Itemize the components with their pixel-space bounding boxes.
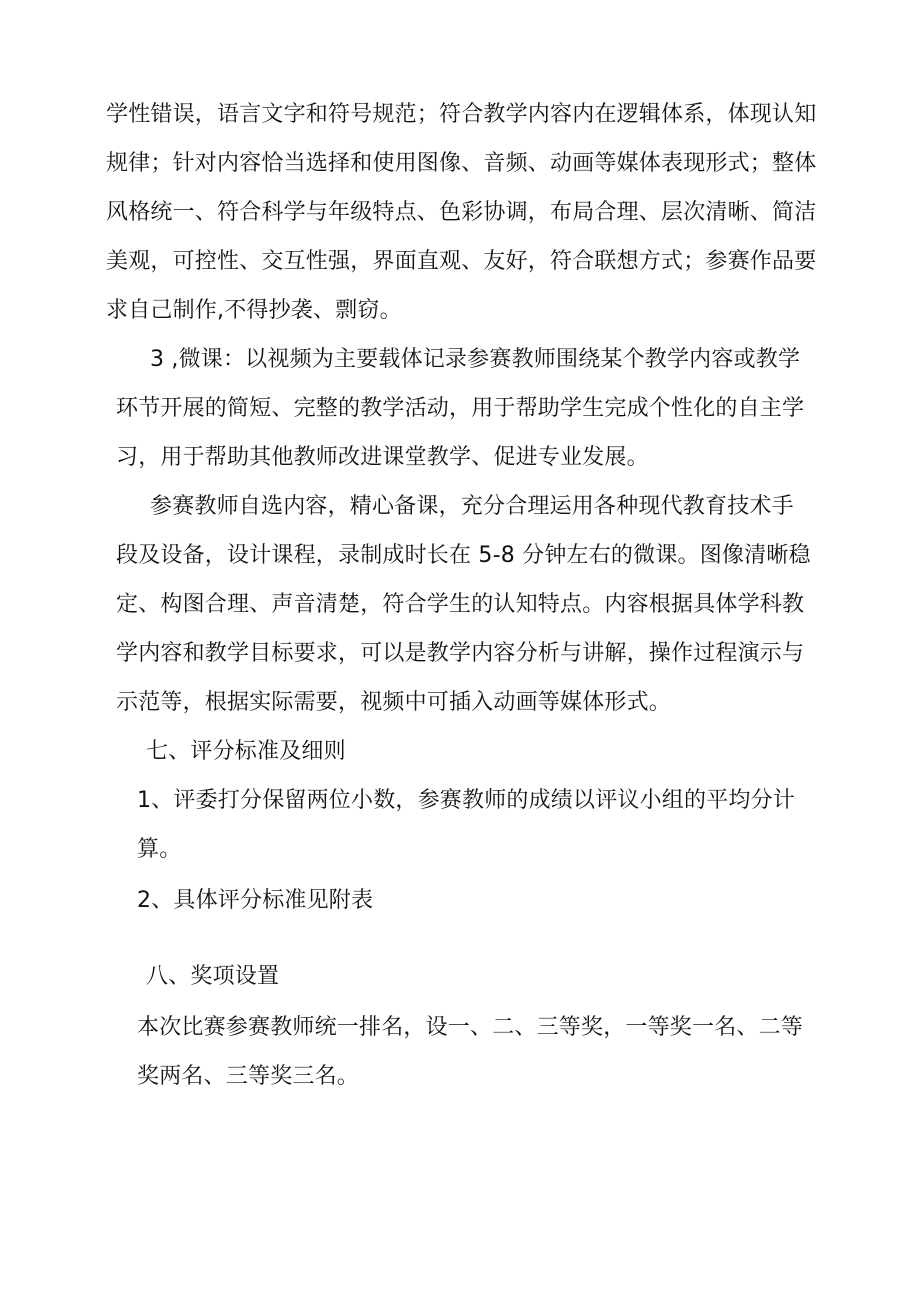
text-line: 3 ,微课：以视频为主要载体记录参赛教师围绕某个教学内容或教学 <box>150 347 801 372</box>
text-line: 学内容和教学目标要求，可以是教学内容分析与讲解，操作过程演示与 <box>116 641 805 666</box>
text-line: 规律；针对内容恰当选择和使用图像、音频、动画等媒体表现形式；整体 <box>106 151 817 176</box>
text-line: 参赛教师自选内容，精心备课，充分合理运用各种现代教育技术手 <box>150 494 794 519</box>
text-line: 学性错误，语言文字和符号规范；符合教学内容内在逻辑体系，体现认知 <box>106 102 817 127</box>
text-line: 算。 <box>137 837 182 862</box>
text-line: 习，用于帮助其他教师改进课堂教学、促进专业发展。 <box>116 445 649 470</box>
text-line: 环节开展的简短、完整的教学活动，用于帮助学生完成个性化的自主学 <box>116 396 805 421</box>
text-line: 求自己制作,不得抄袭、剽窃。 <box>106 298 402 323</box>
text-line: 美观，可控性、交互性强，界面直观、友好，符合联想方式；参赛作品要 <box>106 249 817 274</box>
text-line: 本次比赛参赛教师统一排名，设一、二、三等奖，一等奖一名、二等 <box>137 1015 804 1040</box>
text-line: 奖两名、三等奖三名。 <box>137 1064 360 1089</box>
section-heading-awards: 八、奖项设置 <box>146 964 280 989</box>
section-heading-scoring: 七、评分标准及细则 <box>146 739 346 764</box>
list-item: 2、具体评分标准见附表 <box>137 888 374 913</box>
text-line: 段及设备，设计课程，录制成时长在 5-8 分钟左右的微课。图像清晰稳 <box>116 543 811 568</box>
text-line: 定、构图合理、声音清楚，符合学生的认知特点。内容根据具体学科教 <box>116 592 805 617</box>
text-line: 示范等，根据实际需要，视频中可插入动画等媒体形式。 <box>116 690 672 715</box>
text-line: 风格统一、符合科学与年级特点、色彩协调，布局合理、层次清晰、简洁 <box>106 200 817 225</box>
list-item: 1、评委打分保留两位小数，参赛教师的成绩以评议小组的平均分计 <box>137 788 795 813</box>
